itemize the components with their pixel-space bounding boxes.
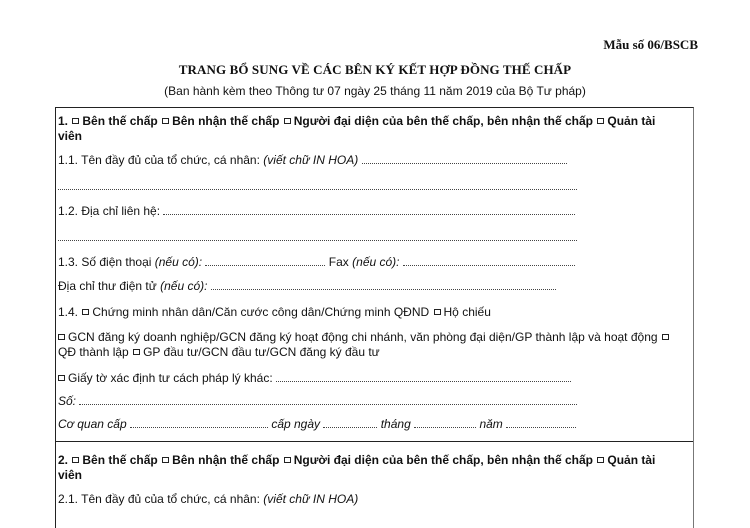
name-hint: (viết chữ IN HOA) [263, 153, 359, 167]
issue-day-input[interactable] [323, 417, 377, 428]
role-mortgagee: Bên nhận thế chấp [172, 453, 280, 467]
issuer-input[interactable] [130, 417, 268, 428]
name-label: 2.1. Tên đầy đủ của tổ chức, cá nhân: [58, 492, 260, 506]
section1-role-selector [58, 114, 655, 128]
section2-role-selector [58, 453, 655, 467]
checkbox-icon[interactable] [72, 457, 79, 463]
checkbox-icon[interactable] [162, 118, 169, 124]
section2-role-wrap: viên [58, 468, 83, 482]
month-label: tháng [380, 417, 411, 431]
role-administrator: Quản tài [607, 114, 656, 128]
section2-number: 2. [58, 453, 69, 467]
checkbox-icon[interactable] [58, 334, 65, 340]
issuer-label: Cơ quan cấp [58, 417, 127, 431]
issue-month-input[interactable] [414, 417, 476, 428]
issuer-row [58, 417, 576, 431]
checkbox-icon[interactable] [133, 349, 140, 355]
gcn-row-2 [58, 345, 380, 359]
section-divider [56, 441, 693, 442]
other-doc-label: Giấy tờ xác định tư cách pháp lý khác: [68, 371, 273, 385]
number-row [58, 394, 577, 408]
role-mortgagor: Bên thế chấp [82, 114, 158, 128]
other-doc-input[interactable] [276, 371, 571, 382]
other-doc-row [58, 371, 571, 385]
id-option-passport: Hộ chiếu [443, 305, 491, 319]
phone-fax-row [58, 255, 575, 269]
name-input[interactable] [362, 153, 567, 164]
gcn-option: GCN đăng ký doanh nghiệp/GCN đăng ký hoạt động chi nhánh, văn phòng đại diện/GP thành lập và hoạt động [68, 330, 658, 344]
email-row [58, 279, 556, 293]
address-input-continued[interactable] [58, 239, 577, 241]
document-title: TRANG BỔ SUNG VỀ CÁC BÊN KÝ KẾT HỢP ĐỒNG THẾ CHẤP [178, 62, 572, 77]
year-label: năm [479, 417, 503, 431]
checkbox-icon[interactable] [72, 118, 79, 124]
investment-license-option: GP đầu tư/GCN đầu tư/GCN đăng ký đầu tư [143, 345, 380, 359]
address-field-row [58, 204, 575, 218]
section1-role-wrap: viên [58, 129, 83, 143]
decision-option: QĐ thành lập [58, 345, 129, 359]
address-label: 1.2. Địa chỉ liên hệ: [58, 204, 161, 218]
gcn-row [58, 330, 672, 344]
phone-label: 1.3. Số điện thoại [58, 255, 152, 269]
document-subtitle: (Ban hành kèm theo Thông tư 07 ngày 25 tháng 11 năm 2019 của Bộ Tư pháp) [164, 84, 586, 98]
name-input-continued[interactable] [58, 188, 577, 190]
phone-if-any: (nếu có): [154, 255, 203, 269]
checkbox-icon[interactable] [58, 375, 65, 381]
id-type-row [58, 305, 491, 319]
issue-date-label: cấp ngày [271, 417, 321, 431]
fax-label: Fax [328, 255, 349, 269]
role-representative: Người đại diện của bên thế chấp, bên nhận thế chấp [293, 114, 594, 128]
issue-year-input[interactable] [506, 417, 576, 428]
form-code: Mẫu số 06/BSCB [603, 37, 698, 52]
checkbox-icon[interactable] [662, 334, 669, 340]
fax-input[interactable] [403, 255, 575, 266]
address-input[interactable] [163, 204, 575, 215]
role-mortgagor: Bên thế chấp [82, 453, 158, 467]
checkbox-icon[interactable] [284, 457, 291, 463]
form-box [55, 107, 694, 528]
email-if-any: (nếu có): [160, 279, 208, 293]
name-hint: (viết chữ IN HOA) [263, 492, 359, 506]
id-option-citizen-id: Chứng minh nhân dân/Căn cước công dân/Chứng minh QĐND [92, 305, 430, 319]
checkbox-icon[interactable] [162, 457, 169, 463]
section1-number: 1. [58, 114, 69, 128]
email-input[interactable] [211, 279, 556, 290]
checkbox-icon[interactable] [597, 118, 604, 124]
checkbox-icon[interactable] [597, 457, 604, 463]
phone-input[interactable] [205, 255, 325, 266]
id-prefix: 1.4. [58, 305, 79, 319]
checkbox-icon[interactable] [82, 309, 89, 315]
name-field-row [58, 153, 567, 167]
checkbox-icon[interactable] [434, 309, 441, 315]
role-representative: Người đại diện của bên thế chấp, bên nhận thế chấp [293, 453, 594, 467]
number-input[interactable] [79, 394, 577, 405]
name-label: 1.1. Tên đầy đủ của tổ chức, cá nhân: [58, 153, 260, 167]
email-label: Địa chỉ thư điện tử [58, 279, 157, 293]
fax-if-any: (nếu có): [352, 255, 400, 269]
checkbox-icon[interactable] [284, 118, 291, 124]
role-administrator: Quản tài [607, 453, 656, 467]
number-label: Số: [58, 394, 77, 408]
role-mortgagee: Bên nhận thế chấp [172, 114, 280, 128]
section2-name-row [58, 492, 358, 506]
